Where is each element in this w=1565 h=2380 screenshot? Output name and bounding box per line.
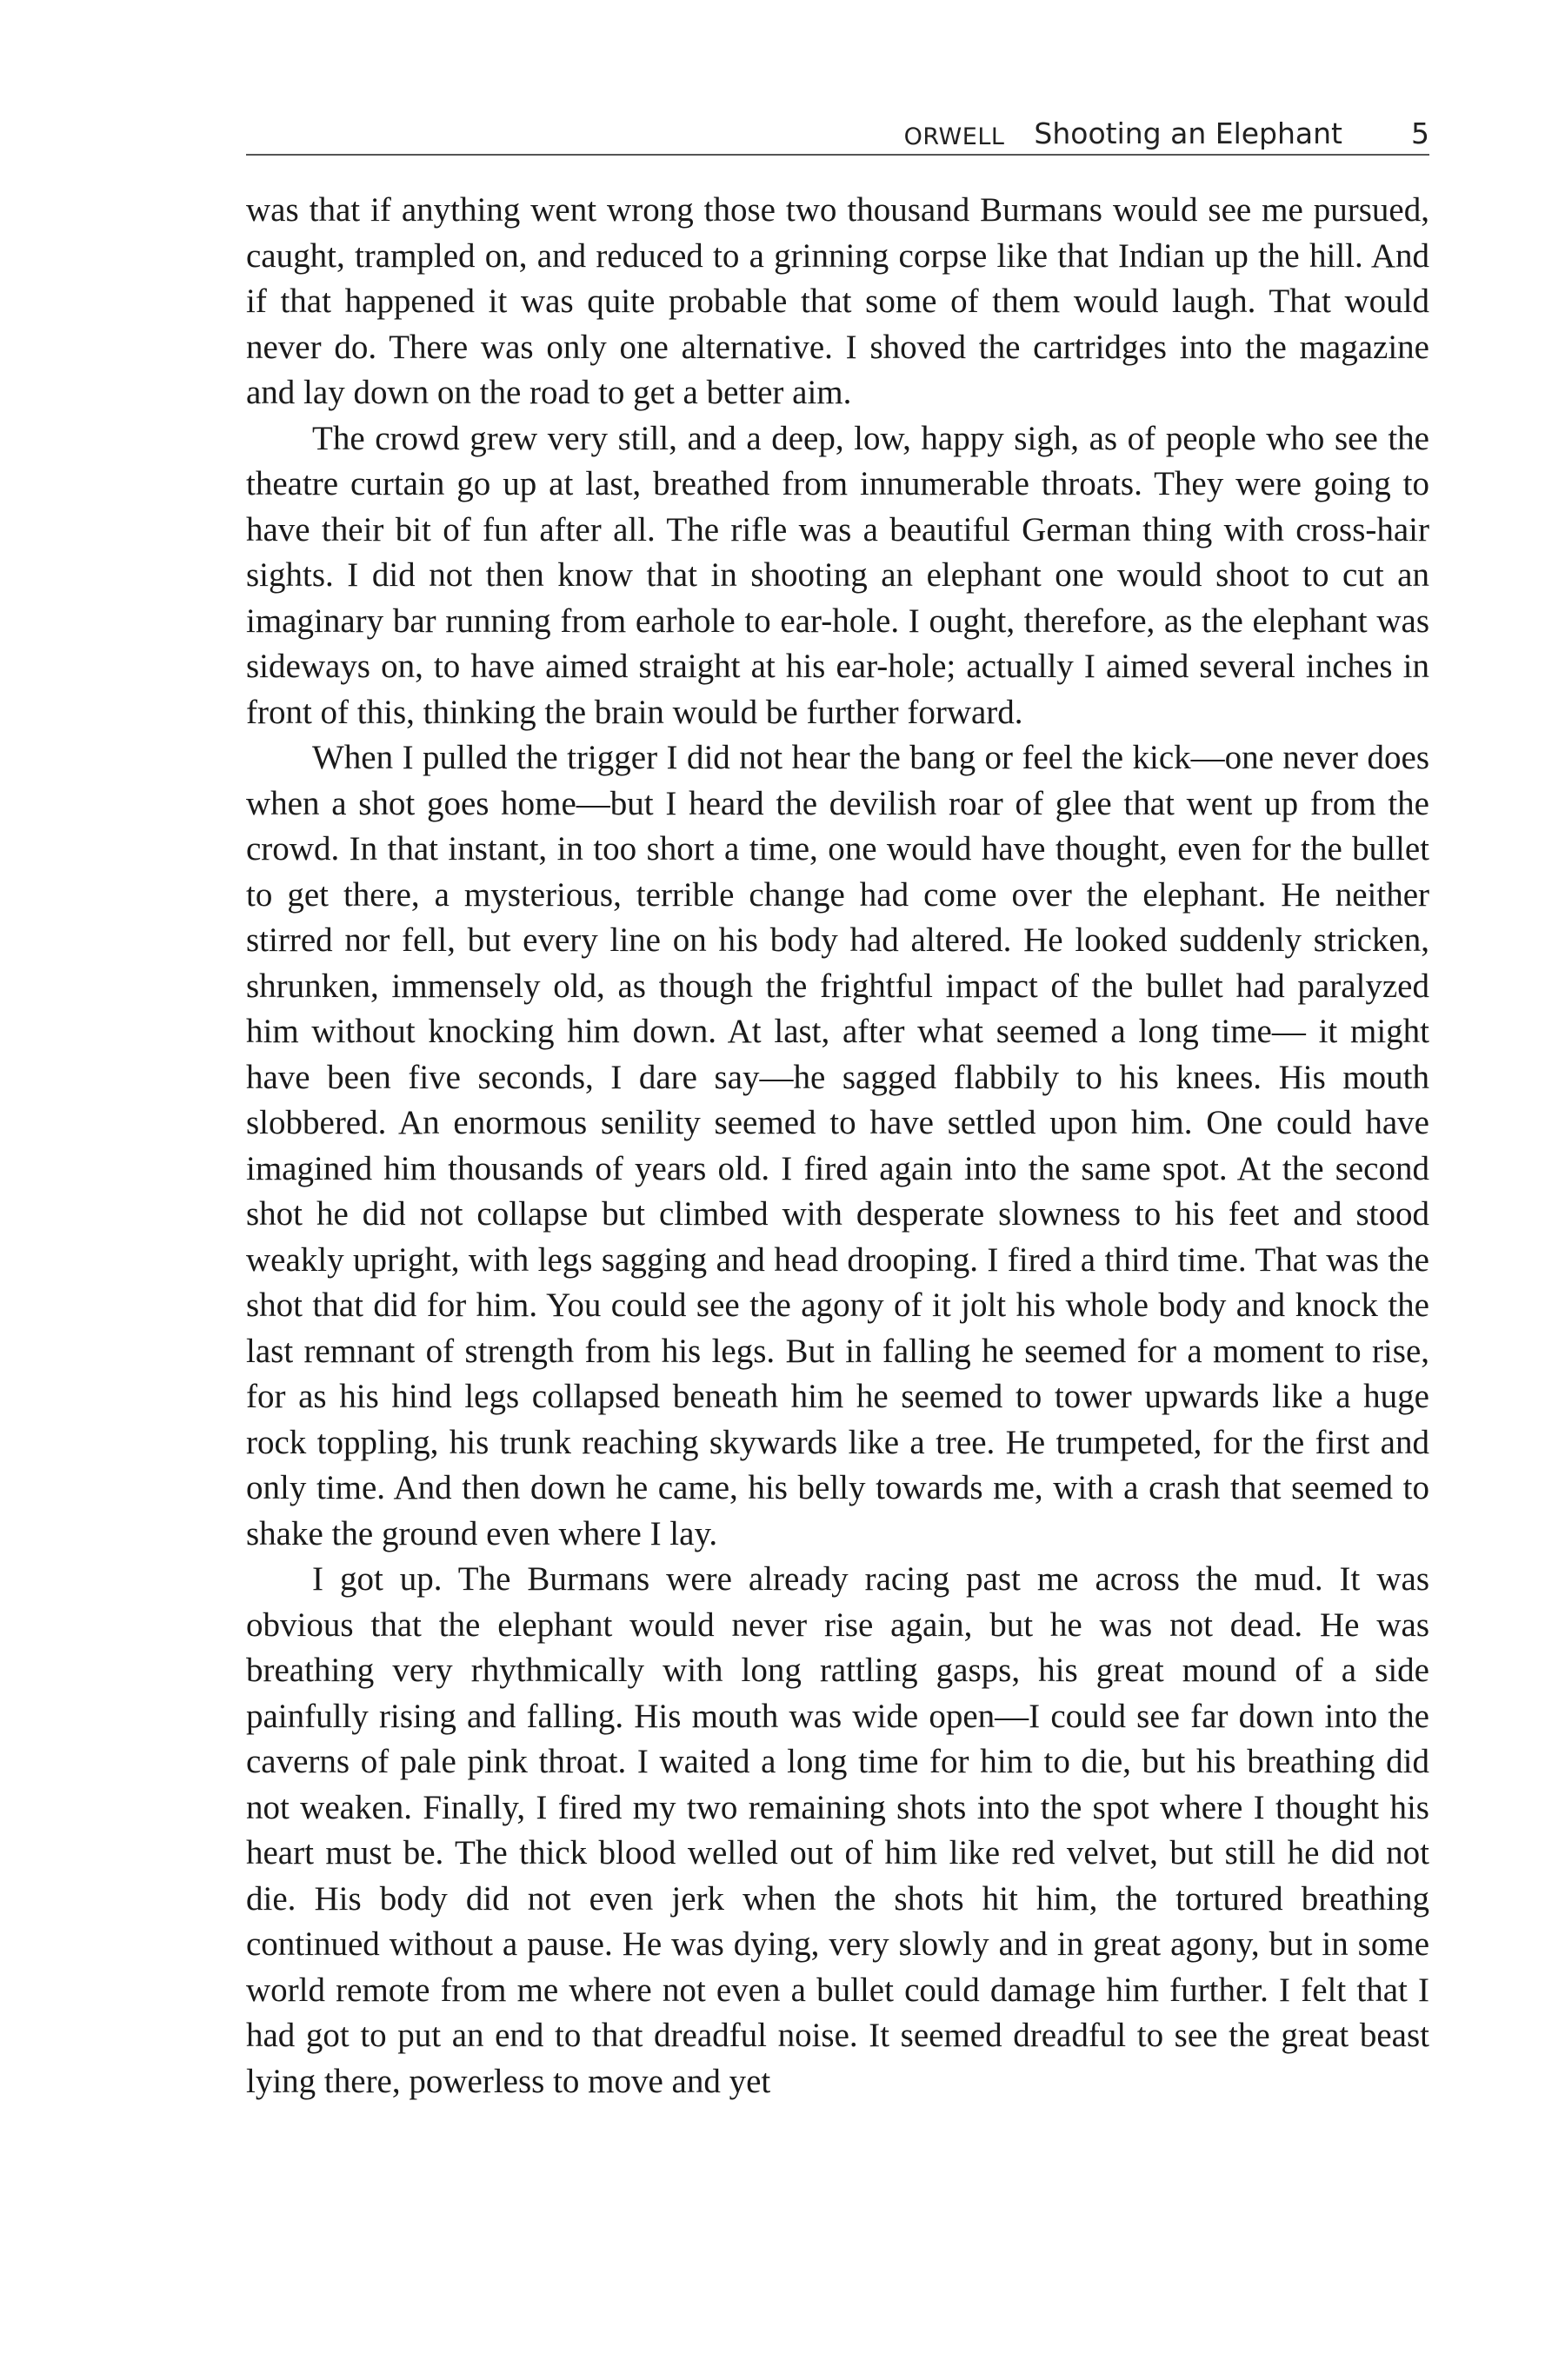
running-header-author: ORWELL bbox=[903, 123, 1005, 150]
running-header bbox=[246, 109, 1429, 156]
page-number: 5 bbox=[1411, 116, 1429, 150]
running-header-title: Shooting an Elephant bbox=[1034, 116, 1342, 150]
body-text bbox=[246, 188, 1429, 2104]
paragraph-continued: was that if anything went wrong those two thousand Burmans would see me pursued, caught, trampled on, and reduced to a grinning corpse like that Indian up the hill. And if that happened it was quite probable that some of them would laugh. That would never do. There was only one alternative. I shoved the cartridges into the magazine and lay down on the road to get a better aim. bbox=[246, 191, 1429, 411]
paragraph-trigger: When I pulled the trigger I did not hear the bang or feel the kick—one never does when a shot goes home—but I heard the devilish roar of glee that went up from the crowd. In that instant, in too short a time, one would have thought, even for the bullet to get there, a mysterious, terrible change had come over the elephant. He neither stirred nor fell, but every line on his body had altered. He looked suddenly stricken, shrunken, immensely old, as though the frightful impact of the bullet had paralyzed him without knocking him down. At last, after what seemed a long time— it might have been five seconds, I dare say—he sagged flabbily to his knees. His mouth slobbered. An enormous senility seemed to have settled upon him. One could have imagined him thousands of years old. I fired again into the same spot. At the second shot he did not collapse but climbed with desperate slowness to his feet and stood weakly upright, with legs sagging and head drooping. I fired a third time. That was the shot that did for him. You could see the agony of it jolt his whole body and knock the last remnant of strength from his legs. But in falling he seemed for a moment to rise, for as his hind legs collapsed beneath him he seemed to tower upwards like a huge rock toppling, his trunk reaching skywards like a tree. He trumpeted, for the first and only time. And then down he came, his belly towards me, with a crash that seemed to shake the ground even where I lay. bbox=[246, 739, 1429, 1552]
paragraph-crowd: The crowd grew very still, and a deep, low, happy sigh, as of people who see the theatre curtain go up at last, breathed from innumerable throats. They were going to have their bit of fun after all. The rifle was a beautiful German thing with cross-hair sights. I did not then know that in shooting an elephant one would shoot to cut an imaginary bar running from earhole to ear-hole. I ought, therefore, as the elephant was sideways on, to have aimed straight at his ear-hole; actually I aimed several inches in front of this, thinking the brain would be further forward. bbox=[246, 419, 1429, 731]
paragraph-aftermath: I got up. The Burmans were already racing past me across the mud. It was obvious that the elephant would never rise again, but he was not dead. He was breathing very rhythmically with long rattling gasps, his great mound of a side painfully rising and falling. His mouth was wide open—I could see far down into the caverns of pale pink throat. I waited a long time for him to die, but his breathing did not weaken. Finally, I fired my two remaining shots into the spot where I thought his heart must be. The thick blood welled out of him like red velvet, but still he did not die. His body did not even jerk when the shots hit him, the tortured breathing continued without a pause. He was dying, very slowly and in great agony, but in some world remote from me where not even a bullet could damage him further. I felt that I had got to put an end to that dreadful noise. It seemed dreadful to see the great beast lying there, powerless to move and yet bbox=[246, 1560, 1429, 2100]
